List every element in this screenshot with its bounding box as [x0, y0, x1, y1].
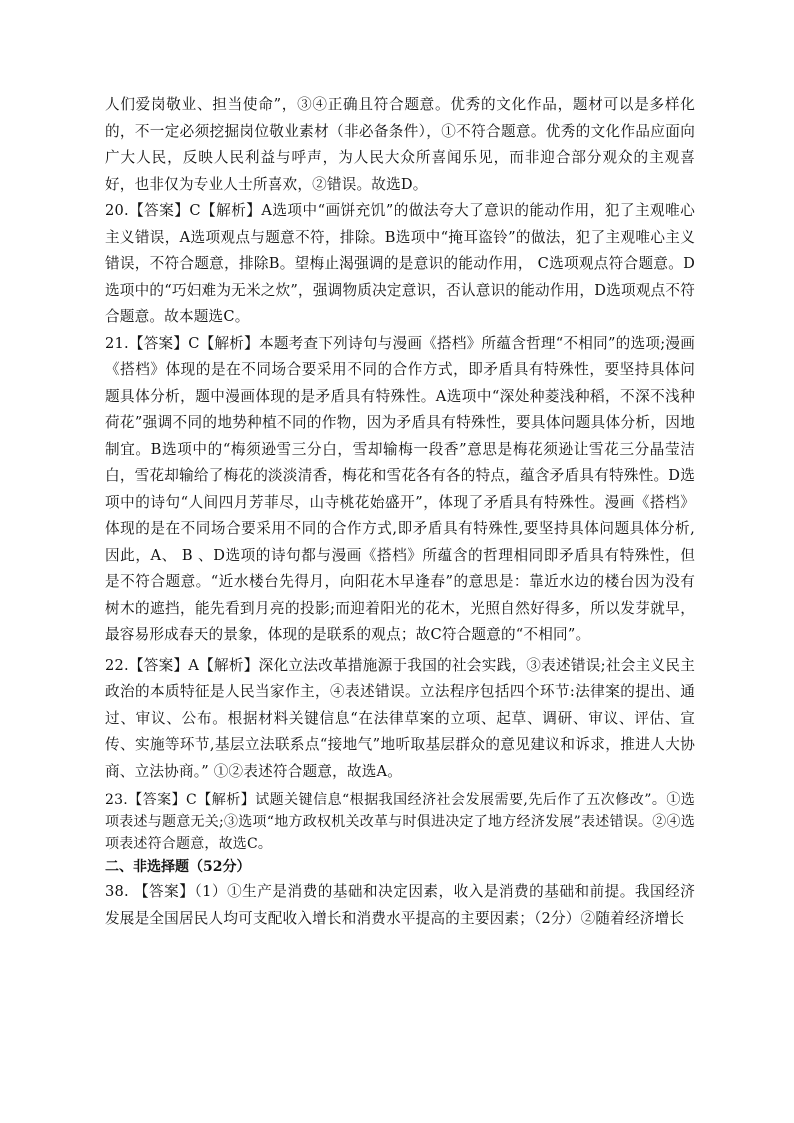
answer-21: 21.【答案】C【解析】本题考查下列诗句与漫画《搭档》所蕴含哲理“不相同”的选项;漫画《搭档》体现的是在不同场合要采用不同的合作方式，即矛盾具有特殊性，要坚持具体问题具体分析，题中漫画体现的是矛盾具有特殊性。A选项中“深处种菱浅种稻，不深不浅种荷花”强调不同的地势种植不同的作物，因为矛盾具有特殊性，要具体问题具体分析，因地制宜。B选项中的“梅须逊雪三分白，雪却输梅一段香”意思是梅花须逊让雪花三分晶莹洁白，雪花却输给了梅花的淡淡清香，梅花和雪花各有各的特点，蕴含矛盾具有特殊性。D选项中的诗句“人间四月芳菲尽，山寺桃花始盛开”，体现了矛盾具有特殊性。漫画《搭档》体现的是在不同场合要采用不同的合作方式,即矛盾具有特殊性,要坚持具体问题具体分析,因此，A、 B 、D选项的诗句都与漫画《搭档》所蕴含的哲理相同即矛盾具有特殊性，但是不符合题意。“近水楼台先得月，向阳花木早逢春”的意思是：靠近水边的楼台因为没有树木的遮挡，能先看到月亮的投影;而迎着阳光的花木，光照自然好得多，所以发芽就早，最容易形成春天的景象，体现的是联系的观点；故C符合题意的“不相同”。	[105, 334, 695, 643]
answer-23: 23.【答案】C【解析】试题关键信息“根据我国经济社会发展需要,先后作了五次修改”。①选项表述与题意无关;③选项“地方政权机关改革与时俱进决定了地方经济发展”表述错误。②④选项表述符合题意，故选C。	[105, 792, 695, 852]
answer-22: 22.【答案】A【解析】深化立法改革措施源于我国的社会实践，③表述错误;社会主义民主政治的本质特征是人民当家作主，④表述错误。立法程序包括四个环节:法律案的提出、通过、审议、公布。根据材料关键信息“在法律草案的立项、起草、调研、审议、评估、宣传、实施等环节,基层立法联系点“接地气”地听取基层群众的意见建议和诉求，推进人大协商、立法协商。” ①②表述符合题意，故选A。	[105, 656, 695, 780]
document-page	[105, 92, 695, 932]
section-heading: 二、非选择题（52分）	[105, 859, 251, 875]
answer-19-continuation: 人们爱岗敬业、担当使命”，③④正确且符合题意。优秀的文化作品，题材可以是多样化的，不一定必须挖掘岗位敬业素材（非必备条件），①不符合题意。优秀的文化作品应面向广大人民，反映人民利益与呼声，为人民大众所喜闻乐见，而非迎合部分观众的主观喜好，也非仅为专业人士所喜欢，②错误。故选D。	[105, 96, 695, 193]
answer-38: 38. 【答案】（1）①生产是消费的基础和决定因素，收入是消费的基础和前提。我国经济发展是全国居民人均可支配收入增长和消费水平提高的主要因素；（2分）②随着经济增长	[105, 883, 695, 927]
answer-20: 20.【答案】C【解析】A选项中“画饼充饥”的做法夸大了意识的能动作用，犯了主观唯心主义错误，A选项观点与题意不符，排除。B选项中“掩耳盗铃”的做法，犯了主观唯心主义错误，不符合题意，排除B。望梅止渴强调的是意识的能动作用， C选项观点符合题意。D选项中的“巧妇难为无米之炊”，强调物质决定意识，否认意识的能动作用，D选项观点不符合题意。故本题选C。	[105, 202, 695, 325]
